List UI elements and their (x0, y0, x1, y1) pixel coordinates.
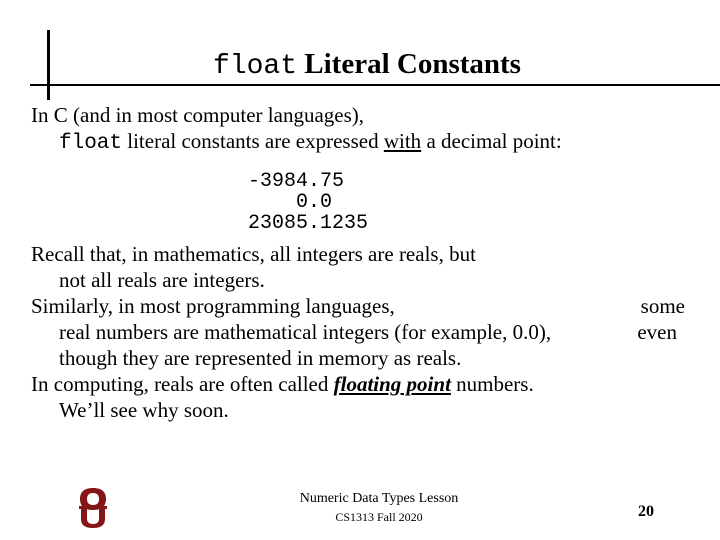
computing-end: numbers. (456, 372, 534, 396)
intro-mid: literal constants are expressed (127, 129, 379, 153)
footer-subtitle: CS1313 Fall 2020 (335, 510, 423, 524)
recall-line-2: not all reals are integers. (59, 268, 265, 292)
slide-title (213, 48, 521, 82)
similarly-right: some (640, 294, 685, 318)
title-code: float (213, 51, 298, 82)
computing-start: In computing, reals are often called (31, 372, 329, 396)
intro-code: float (59, 132, 123, 155)
footer (286, 491, 472, 525)
why-line: We’ll see why soon. (59, 398, 229, 422)
intro-line-1: In C (and in most computer languages), (31, 103, 365, 127)
title-vertical-rule (47, 30, 50, 100)
intro-end: a decimal point: (426, 129, 562, 153)
similarly-line (31, 293, 691, 319)
intro-with: with (383, 129, 422, 153)
title-horizontal-rule (30, 84, 720, 86)
example-literal: 0.0 (248, 191, 333, 214)
similarly-left: Similarly, in most programming languages, (31, 294, 395, 318)
intro-line-2 (31, 128, 691, 157)
computing-line (31, 371, 691, 397)
example-literal: -3984.75 (248, 170, 345, 193)
floating-point-term: floating point (333, 372, 451, 396)
example-literal: 23085.1235 (248, 212, 369, 235)
title-text: Literal Constants (304, 48, 521, 80)
though-line: though they are represented in memory as reals. (59, 346, 462, 370)
slide-body (31, 102, 691, 423)
recall-line-1: Recall that, in mathematics, all integers are reals, but (31, 242, 476, 266)
real-numbers-line (31, 319, 691, 345)
example-literals (31, 171, 691, 234)
footer-title: Numeric Data Types Lesson (299, 491, 459, 506)
real-left: real numbers are mathematical integers (for example, 0.0), (59, 320, 552, 344)
real-right: even (637, 320, 677, 344)
page-number: 20 (638, 503, 654, 520)
ou-logo-icon (76, 487, 110, 534)
